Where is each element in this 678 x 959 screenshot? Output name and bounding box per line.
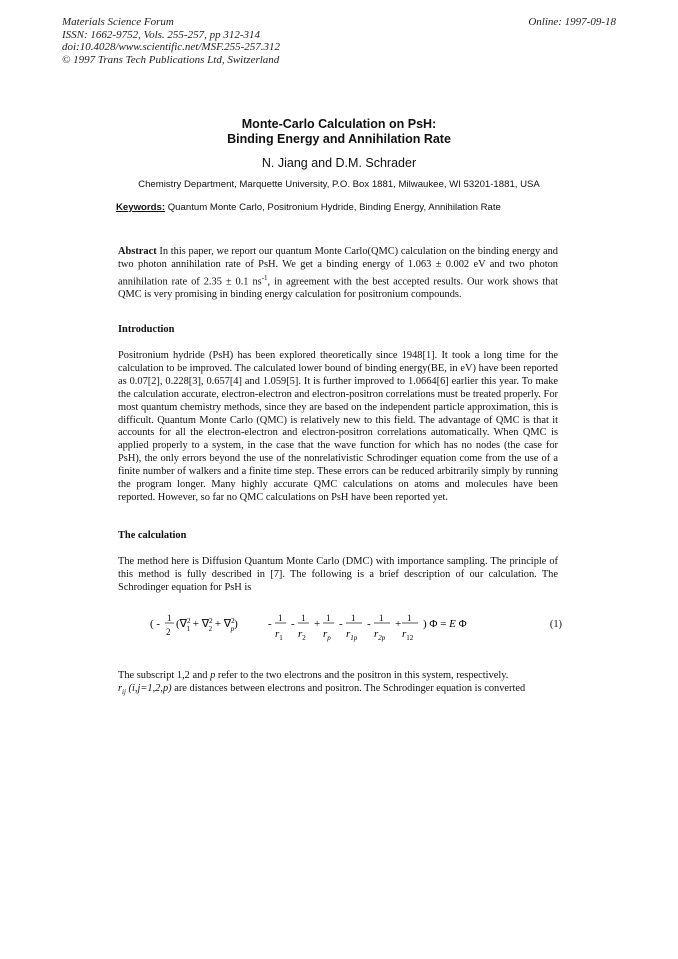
eq-r2p: $r_{2p}$ xyxy=(374,628,386,642)
issn-line: ISSN: 1662-9752, Vols. 255-257, pp 312-314 xyxy=(62,28,260,41)
eq-minus-1: - xyxy=(268,618,272,630)
abstract-label: Abstract xyxy=(118,246,157,257)
rij-symbol: r xyxy=(118,682,123,694)
eq-rp: $r_p$ xyxy=(323,628,331,642)
equation-number: (1) xyxy=(549,619,562,630)
abstract-text-1: In this paper, we report our quantum Monte Carlo(QMC) calculation on the binding energy and two photon annihilation rate of PsH. We get a binding energy of 1.063 ± 0.002 eV and two photon annihilation rate of 2.35 ± 0.1 ns xyxy=(118,246,558,288)
journal-name: Materials Science Forum xyxy=(62,16,174,28)
introduction-heading: Introduction xyxy=(118,324,175,335)
authors: N. Jiang and D.M. Schrader xyxy=(261,156,417,170)
eq-frac2-num: 1 xyxy=(301,613,306,623)
eq-r1: $r_1$ xyxy=(275,628,283,642)
eq-plus-1: + xyxy=(314,618,321,630)
subscript-p: p xyxy=(210,670,216,681)
rij-range: (i,j=1,2,p) xyxy=(125,682,172,694)
eq-open-paren: ( - xyxy=(150,618,161,630)
keywords-line xyxy=(116,202,501,213)
eq-frac1-num: 1 xyxy=(278,613,283,623)
eq-frac3-num: 1 xyxy=(326,613,331,623)
title-line-2: Binding Energy and Annihilation Rate xyxy=(227,132,451,146)
abstract-superscript: -1 xyxy=(261,273,268,282)
eq-half-den: 2 xyxy=(166,627,171,637)
introduction-paragraph: Positronium hydride (PsH) has been explored theoretically since 1948[1]. It took a long time for the calculation to be improved. The calculated lower bound of binding energy(BE, in eV) have been reported as 0.07[2], 0.228[3], 0.657[4] and 1.059[5]. It is further improved to 1.0664[6] earlier this year. To make the calculation accurate, electron-electron and electron-positron correlations must be treated properly. For most quantum chemistry methods, since they are based on the independent particle approximation, this is difficult. Quantum Monte Carlo (QMC) is relatively new to this field. The advantage of QMC is that it accounts for all the electron-electron and electron-positron correlations automatically. When QMC is applied properly to a system, in the case that the wave function for which has no nodes (the case for PsH), the only errors beyond the use of the nonrelativistic Schrodinger equation come from the use of a finite number of walkers and a finite time step. These errors can be reduced arbitrarily simply by running the program longer. Many highly accurate QMC calculations on atoms and molecules have been reported. However, so far no QMC calculations on PsH have been reported yet. xyxy=(118,350,558,503)
eq-plus-2: + xyxy=(395,618,402,630)
subscript-text-2: refer to the two electrons and the positron in this system, respectively. xyxy=(215,670,509,681)
subscript-text-1: The subscript 1,2 and xyxy=(118,670,211,681)
rij-text: are distances between electrons and positron. The Schrodinger equation is converted xyxy=(171,682,526,694)
online-date: Online: 1997-09-18 xyxy=(528,16,616,28)
paper-title xyxy=(0,117,678,147)
keywords-label: Keywords: xyxy=(116,202,166,213)
subscript-paragraph xyxy=(118,670,558,699)
eq-r12: $r_{12}$ xyxy=(402,628,414,642)
eq-frac4-num: 1 xyxy=(351,613,356,623)
publication-info xyxy=(62,16,280,66)
affiliation: Chemistry Department, Marquette University, P.O. Box 1881, Milwaukee, WI 53201-1881, USA xyxy=(138,179,540,190)
keywords-list: Quantum Monte Carlo, Positronium Hydride, Binding Energy, Annihilation Rate xyxy=(167,202,501,213)
title-line-1: Monte-Carlo Calculation on PsH: xyxy=(241,117,437,131)
copyright-line: © 1997 Trans Tech Publications Ltd, Switzerland xyxy=(62,53,280,66)
doi-line[interactable]: doi:10.4028/www.scientific.net/MSF.255-257.312 xyxy=(62,41,281,53)
eq-frac5-num: 1 xyxy=(379,613,384,623)
calculation-paragraph: The method here is Diffusion Quantum Monte Carlo (DMC) with importance sampling. The principle of this method is fully described in [7]. The following is a brief description of our calculation. The Schrodinger equation for PsH is xyxy=(118,556,558,593)
eq-r2: $r_2$ xyxy=(298,628,306,642)
schrodinger-equation xyxy=(150,607,560,651)
abstract-text-2: , in agreement with the best accepted results. Our work shows that QMC is very promising in binding energy calculation for positronium compounds. xyxy=(118,276,558,301)
eq-r1p: $r_{1p}$ xyxy=(346,628,358,642)
eq-minus-3: - xyxy=(339,618,343,630)
abstract-paragraph xyxy=(118,246,558,302)
eq-minus-4: - xyxy=(367,618,371,630)
eq-laplacians: (∇$^2$ 1 + ∇$^2$ 2 + ∇$^2$ p) xyxy=(176,617,238,633)
eq-close: ) Φ = E Φ xyxy=(423,618,467,630)
eq-half-num: 1 xyxy=(167,613,172,623)
rij-subscript: ij xyxy=(122,687,126,696)
calculation-heading: The calculation xyxy=(118,530,187,541)
eq-minus-2: - xyxy=(291,618,295,630)
eq-frac6-num: 1 xyxy=(407,613,412,623)
